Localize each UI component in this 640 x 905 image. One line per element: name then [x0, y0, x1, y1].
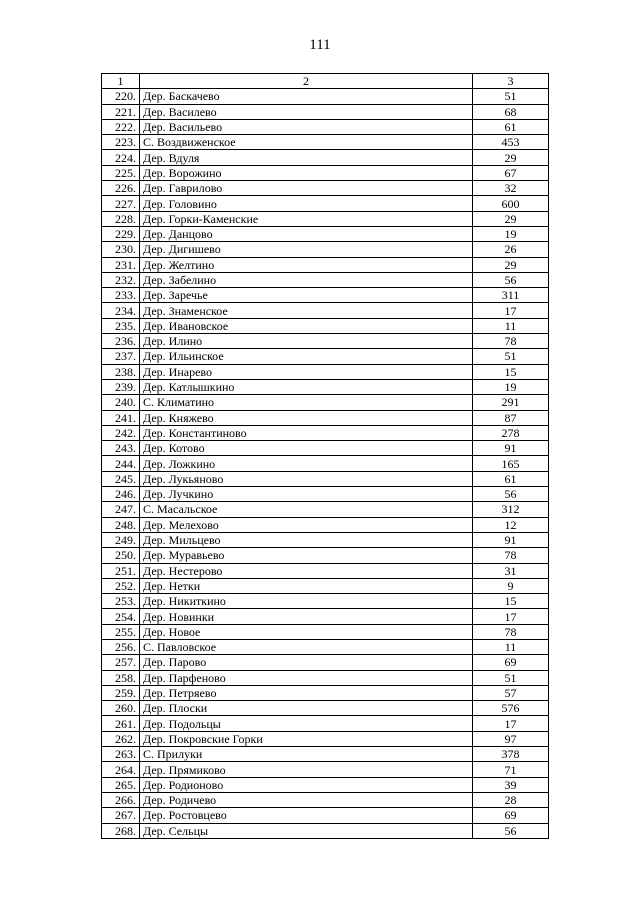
locality-name-cell: Дер. Головино — [140, 196, 473, 211]
count-cell: 311 — [473, 288, 549, 303]
locality-name-cell: С. Прилуки — [140, 747, 473, 762]
count-cell: 87 — [473, 410, 549, 425]
table-row — [102, 441, 549, 456]
count-cell: 68 — [473, 104, 549, 119]
table-row — [102, 303, 549, 318]
locality-name-cell: Дер. Новинки — [140, 609, 473, 624]
row-number-cell: 226. — [102, 181, 140, 196]
table-row — [102, 563, 549, 578]
locality-name-cell: Дер. Лучкино — [140, 487, 473, 502]
row-number-cell: 267. — [102, 808, 140, 823]
locality-name-cell: Дер. Горки-Каменские — [140, 211, 473, 226]
locality-name-cell: Дер. Ворожино — [140, 165, 473, 180]
page-number: 111 — [309, 37, 331, 53]
count-cell: 78 — [473, 334, 549, 349]
locality-name-cell: Дер. Родичево — [140, 792, 473, 807]
count-cell: 51 — [473, 670, 549, 685]
count-cell: 600 — [473, 196, 549, 211]
table-row — [102, 777, 549, 792]
table-row — [102, 639, 549, 654]
table-row — [102, 226, 549, 241]
row-number-cell: 222. — [102, 119, 140, 134]
table-row — [102, 104, 549, 119]
locality-name-cell: Дер. Заречье — [140, 288, 473, 303]
locality-name-cell: Дер. Желтино — [140, 257, 473, 272]
row-number-cell: 232. — [102, 272, 140, 287]
table-row — [102, 349, 549, 364]
table-row — [102, 334, 549, 349]
table-row — [102, 517, 549, 532]
row-number-cell: 257. — [102, 655, 140, 670]
table-row — [102, 716, 549, 731]
table-row — [102, 119, 549, 134]
table-row — [102, 456, 549, 471]
count-cell: 15 — [473, 364, 549, 379]
locality-name-cell: Дер. Муравьево — [140, 548, 473, 563]
count-cell: 61 — [473, 119, 549, 134]
row-number-cell: 268. — [102, 823, 140, 838]
row-number-cell: 236. — [102, 334, 140, 349]
row-number-cell: 266. — [102, 792, 140, 807]
locality-name-cell: Дер. Гаврилово — [140, 181, 473, 196]
row-number-cell: 247. — [102, 502, 140, 517]
table-body — [102, 74, 549, 839]
row-number-cell: 256. — [102, 639, 140, 654]
row-number-cell: 233. — [102, 288, 140, 303]
locality-name-cell: Дер. Василево — [140, 104, 473, 119]
locality-name-cell: Дер. Петряево — [140, 685, 473, 700]
count-cell: 11 — [473, 318, 549, 333]
locality-name-cell: Дер. Катлышкино — [140, 379, 473, 394]
locality-name-cell: Дер. Сельцы — [140, 823, 473, 838]
count-cell: 32 — [473, 181, 549, 196]
row-number-cell: 261. — [102, 716, 140, 731]
locality-name-cell: Дер. Парфеново — [140, 670, 473, 685]
row-number-cell: 220. — [102, 89, 140, 104]
count-cell: 29 — [473, 211, 549, 226]
table-row — [102, 165, 549, 180]
row-number-cell: 252. — [102, 578, 140, 593]
count-cell: 15 — [473, 594, 549, 609]
locality-name-cell: Дер. Лукьяново — [140, 471, 473, 486]
count-cell: 291 — [473, 395, 549, 410]
table-row — [102, 578, 549, 593]
count-cell: 9 — [473, 578, 549, 593]
table-row — [102, 594, 549, 609]
locality-name-cell: Дер. Княжево — [140, 410, 473, 425]
row-number-cell: 248. — [102, 517, 140, 532]
settlement-table — [101, 73, 549, 839]
count-cell: 39 — [473, 777, 549, 792]
count-cell: 29 — [473, 150, 549, 165]
locality-name-cell: Дер. Дигишево — [140, 242, 473, 257]
count-cell: 29 — [473, 257, 549, 272]
locality-name-cell: Дер. Константиново — [140, 425, 473, 440]
locality-name-cell: Дер. Ростовцево — [140, 808, 473, 823]
locality-name-cell: Дер. Забелино — [140, 272, 473, 287]
header-cell-name: 2 — [140, 74, 473, 89]
row-number-cell: 262. — [102, 731, 140, 746]
locality-name-cell: С. Масальское — [140, 502, 473, 517]
count-cell: 56 — [473, 487, 549, 502]
count-cell: 61 — [473, 471, 549, 486]
row-number-cell: 258. — [102, 670, 140, 685]
count-cell: 576 — [473, 701, 549, 716]
row-number-cell: 228. — [102, 211, 140, 226]
count-cell: 17 — [473, 609, 549, 624]
table-row — [102, 242, 549, 257]
locality-name-cell: Дер. Парово — [140, 655, 473, 670]
locality-name-cell: Дер. Плоски — [140, 701, 473, 716]
locality-name-cell: Дер. Мильцево — [140, 532, 473, 547]
row-number-cell: 237. — [102, 349, 140, 364]
count-cell: 12 — [473, 517, 549, 532]
table-row — [102, 731, 549, 746]
count-cell: 97 — [473, 731, 549, 746]
row-number-cell: 235. — [102, 318, 140, 333]
count-cell: 31 — [473, 563, 549, 578]
count-cell: 11 — [473, 639, 549, 654]
count-cell: 19 — [473, 379, 549, 394]
row-number-cell: 244. — [102, 456, 140, 471]
row-number-cell: 230. — [102, 242, 140, 257]
table-row — [102, 471, 549, 486]
count-cell: 51 — [473, 349, 549, 364]
count-cell: 17 — [473, 716, 549, 731]
locality-name-cell: Дер. Ильинское — [140, 349, 473, 364]
locality-name-cell: Дер. Нестерово — [140, 563, 473, 578]
table-row — [102, 288, 549, 303]
row-number-cell: 254. — [102, 609, 140, 624]
table-row — [102, 272, 549, 287]
locality-name-cell: Дер. Баскачево — [140, 89, 473, 104]
row-number-cell: 229. — [102, 226, 140, 241]
row-number-cell: 240. — [102, 395, 140, 410]
locality-name-cell: Дер. Илино — [140, 334, 473, 349]
locality-name-cell: Дер. Инарево — [140, 364, 473, 379]
table-row — [102, 823, 549, 838]
table-row — [102, 548, 549, 563]
locality-name-cell: Дер. Данцово — [140, 226, 473, 241]
row-number-cell: 253. — [102, 594, 140, 609]
table-row — [102, 762, 549, 777]
header-cell-number: 1 — [102, 74, 140, 89]
count-cell: 19 — [473, 226, 549, 241]
table-row — [102, 89, 549, 104]
locality-name-cell: С. Воздвиженское — [140, 135, 473, 150]
row-number-cell: 263. — [102, 747, 140, 762]
table-row — [102, 211, 549, 226]
count-cell: 67 — [473, 165, 549, 180]
table-header-row — [102, 74, 549, 89]
row-number-cell: 239. — [102, 379, 140, 394]
row-number-cell: 227. — [102, 196, 140, 211]
row-number-cell: 241. — [102, 410, 140, 425]
table-row — [102, 502, 549, 517]
locality-name-cell: С. Павловское — [140, 639, 473, 654]
row-number-cell: 249. — [102, 532, 140, 547]
locality-name-cell: Дер. Никиткино — [140, 594, 473, 609]
count-cell: 69 — [473, 808, 549, 823]
locality-name-cell: Дер. Прямиково — [140, 762, 473, 777]
table-row — [102, 487, 549, 502]
count-cell: 165 — [473, 456, 549, 471]
row-number-cell: 255. — [102, 624, 140, 639]
count-cell: 57 — [473, 685, 549, 700]
row-number-cell: 265. — [102, 777, 140, 792]
row-number-cell: 225. — [102, 165, 140, 180]
row-number-cell: 223. — [102, 135, 140, 150]
table-row — [102, 655, 549, 670]
count-cell: 91 — [473, 532, 549, 547]
count-cell: 17 — [473, 303, 549, 318]
table-row — [102, 410, 549, 425]
row-number-cell: 245. — [102, 471, 140, 486]
locality-name-cell: Дер. Ложкино — [140, 456, 473, 471]
row-number-cell: 221. — [102, 104, 140, 119]
locality-name-cell: Дер. Покровские Горки — [140, 731, 473, 746]
table-row — [102, 532, 549, 547]
row-number-cell: 251. — [102, 563, 140, 578]
count-cell: 26 — [473, 242, 549, 257]
count-cell: 91 — [473, 441, 549, 456]
table-row — [102, 685, 549, 700]
count-cell: 453 — [473, 135, 549, 150]
count-cell: 278 — [473, 425, 549, 440]
table-row — [102, 395, 549, 410]
count-cell: 78 — [473, 548, 549, 563]
table-row — [102, 150, 549, 165]
locality-name-cell: Дер. Подольцы — [140, 716, 473, 731]
count-cell: 56 — [473, 272, 549, 287]
locality-name-cell: Дер. Знаменское — [140, 303, 473, 318]
row-number-cell: 243. — [102, 441, 140, 456]
count-cell: 312 — [473, 502, 549, 517]
locality-name-cell: Дер. Васильево — [140, 119, 473, 134]
row-number-cell: 224. — [102, 150, 140, 165]
locality-name-cell: Дер. Мелехово — [140, 517, 473, 532]
table-row — [102, 747, 549, 762]
table-row — [102, 181, 549, 196]
locality-name-cell: Дер. Котово — [140, 441, 473, 456]
row-number-cell: 238. — [102, 364, 140, 379]
row-number-cell: 250. — [102, 548, 140, 563]
table-row — [102, 318, 549, 333]
locality-name-cell: Дер. Ивановское — [140, 318, 473, 333]
row-number-cell: 264. — [102, 762, 140, 777]
count-cell: 56 — [473, 823, 549, 838]
table-row — [102, 257, 549, 272]
count-cell: 28 — [473, 792, 549, 807]
table-row — [102, 379, 549, 394]
count-cell: 378 — [473, 747, 549, 762]
table-row — [102, 670, 549, 685]
table-row — [102, 808, 549, 823]
row-number-cell: 246. — [102, 487, 140, 502]
header-cell-count: 3 — [473, 74, 549, 89]
count-cell: 69 — [473, 655, 549, 670]
locality-name-cell: Дер. Новое — [140, 624, 473, 639]
row-number-cell: 259. — [102, 685, 140, 700]
count-cell: 51 — [473, 89, 549, 104]
table-row — [102, 425, 549, 440]
row-number-cell: 260. — [102, 701, 140, 716]
row-number-cell: 242. — [102, 425, 140, 440]
table-row — [102, 364, 549, 379]
table-row — [102, 624, 549, 639]
table-row — [102, 196, 549, 211]
row-number-cell: 234. — [102, 303, 140, 318]
table-row — [102, 792, 549, 807]
locality-name-cell: Дер. Вдуля — [140, 150, 473, 165]
locality-name-cell: С. Климатино — [140, 395, 473, 410]
count-cell: 71 — [473, 762, 549, 777]
locality-name-cell: Дер. Родионово — [140, 777, 473, 792]
table-row — [102, 609, 549, 624]
row-number-cell: 231. — [102, 257, 140, 272]
table-row — [102, 701, 549, 716]
table-row — [102, 135, 549, 150]
locality-name-cell: Дер. Нетки — [140, 578, 473, 593]
count-cell: 78 — [473, 624, 549, 639]
